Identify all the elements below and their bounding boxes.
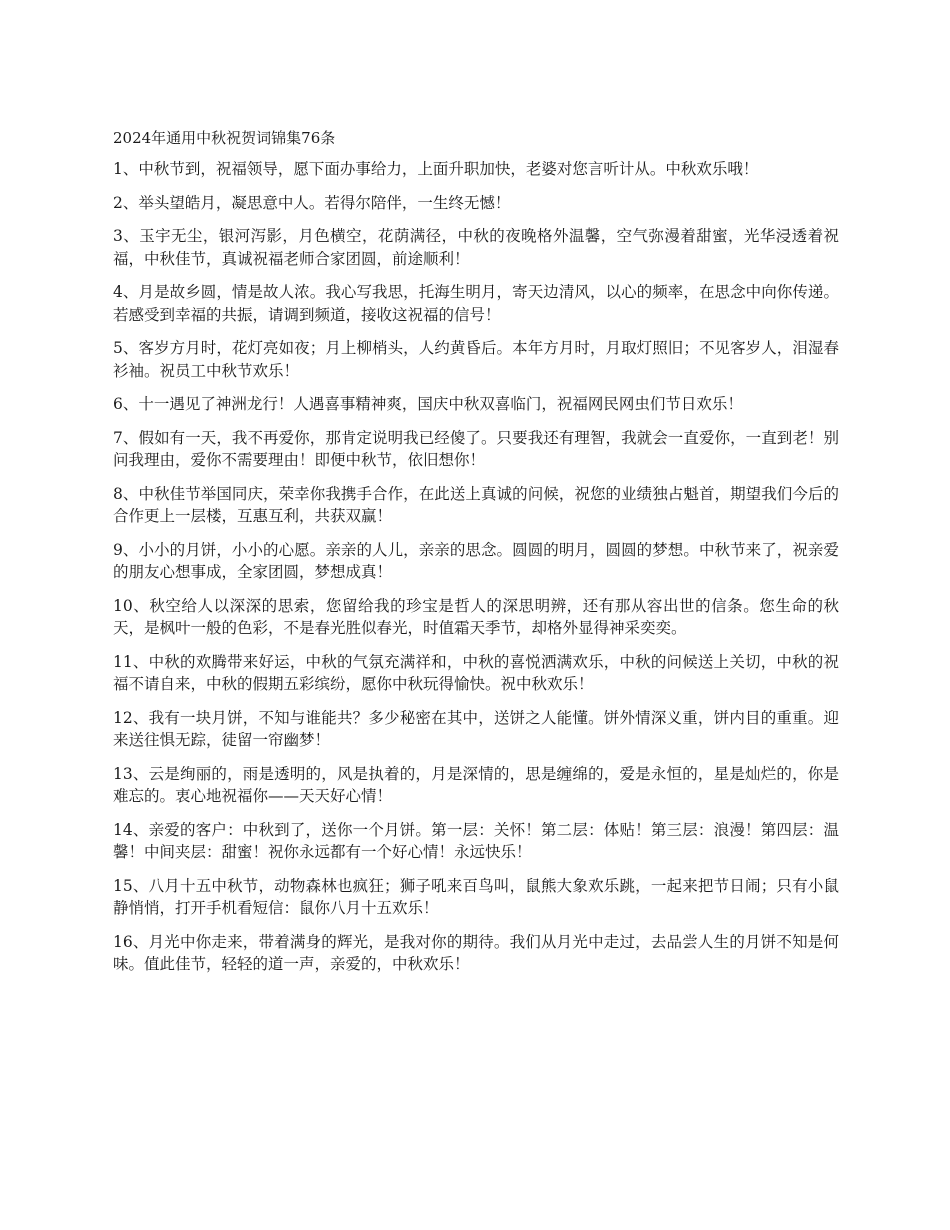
greeting-paragraph-14: 14、亲爱的客户：中秋到了，送你一个月饼。第一层：关怀！第二层：体贴！第三层：浪漫！第四层：温馨！中间夹层：甜蜜！祝你永远都有一个好心情！永远快乐！ [113,820,839,861]
greeting-paragraph-5: 5、客岁方月时，花灯亮如夜；月上柳梢头，人约黄昏后。本年方月时，月取灯照旧；不见客岁人，泪湿春衫袖。祝员工中秋节欢乐！ [113,339,839,380]
greeting-paragraph-8: 8、中秋佳节举国同庆，荣幸你我携手合作，在此送上真诚的问候，祝您的业绩独占魁首，期望我们今后的合作更上一层楼，互惠互利，共获双赢！ [113,484,839,525]
document-title: 2024年通用中秋祝贺词锦集76条 [113,129,336,147]
greeting-paragraph-12: 12、我有一块月饼，不知与谁能共？多少秘密在其中，送饼之人能懂。饼外情深义重，饼内目的重重。迎来送往惧无踪，徒留一帘幽梦！ [113,708,839,749]
greeting-paragraph-10: 10、秋空给人以深深的思索，您留给我的珍宝是哲人的深思明辨，还有那从容出世的信条。您生命的秋天，是枫叶一般的色彩，不是春光胜似春光，时值霜天季节，却格外显得神采奕奕。 [113,596,839,637]
document-page [113,126,839,987]
greeting-paragraph-4: 4、月是故乡圆，情是故人浓。我心写我思，托海生明月，寄天边清风，以心的频率，在思念中向你传递。若感受到幸福的共振，请调到频道，接收这祝福的信号！ [113,283,839,324]
greeting-paragraph-6: 6、十一遇见了神洲龙行！人遇喜事精神爽，国庆中秋双喜临门，祝福网民网虫们节日欢乐！ [113,395,743,413]
greeting-paragraph-11: 11、中秋的欢腾带来好运，中秋的气氛充满祥和，中秋的喜悦洒满欢乐，中秋的问候送上关切，中秋的祝福不请自来，中秋的假期五彩缤纷，愿你中秋玩得愉快。祝中秋欢乐！ [113,652,839,693]
greeting-paragraph-9: 9、小小的月饼，小小的心愿。亲亲的人儿，亲亲的思念。圆圆的明月，圆圆的梦想。中秋节来了，祝亲爱的朋友心想事成，全家团圆，梦想成真！ [113,540,839,581]
greeting-paragraph-1: 1、中秋节到，祝福领导，愿下面办事给力，上面升职加快，老婆对您言听计从。中秋欢乐哦！ [113,160,759,178]
greeting-paragraph-7: 7、假如有一天，我不再爱你，那肯定说明我已经傻了。只要我还有理智，我就会一直爱你，一直到老！别问我理由，爱你不需要理由！即便中秋节，依旧想你！ [113,428,839,469]
greeting-paragraph-2: 2、举头望皓月，凝思意中人。若得尔陪伴，一生终无憾！ [113,193,511,212]
greeting-paragraph-16: 16、月光中你走来，带着满身的辉光，是我对你的期待。我们从月光中走过，去品尝人生的月饼不知是何味。值此佳节，轻轻的道一声，亲爱的，中秋欢乐！ [113,932,839,973]
greeting-paragraph-15: 15、八月十五中秋节，动物森林也疯狂；狮子吼来百鸟叫，鼠熊大象欢乐跳，一起来把节日闹；只有小鼠静悄悄，打开手机看短信：鼠你八月十五欢乐！ [113,876,839,917]
greeting-paragraph-13: 13、云是绚丽的，雨是透明的，风是执着的，月是深情的，思是缠绵的，爱是永恒的，星是灿烂的，你是难忘的。衷心地祝福你——天天好心情！ [113,764,839,805]
greeting-paragraph-3: 3、玉宇无尘，银河泻影，月色横空，花荫满径，中秋的夜晚格外温馨，空气弥漫着甜蜜，光华浸透着祝福，中秋佳节，真诚祝福老师合家团圆，前途顺利！ [113,227,839,268]
